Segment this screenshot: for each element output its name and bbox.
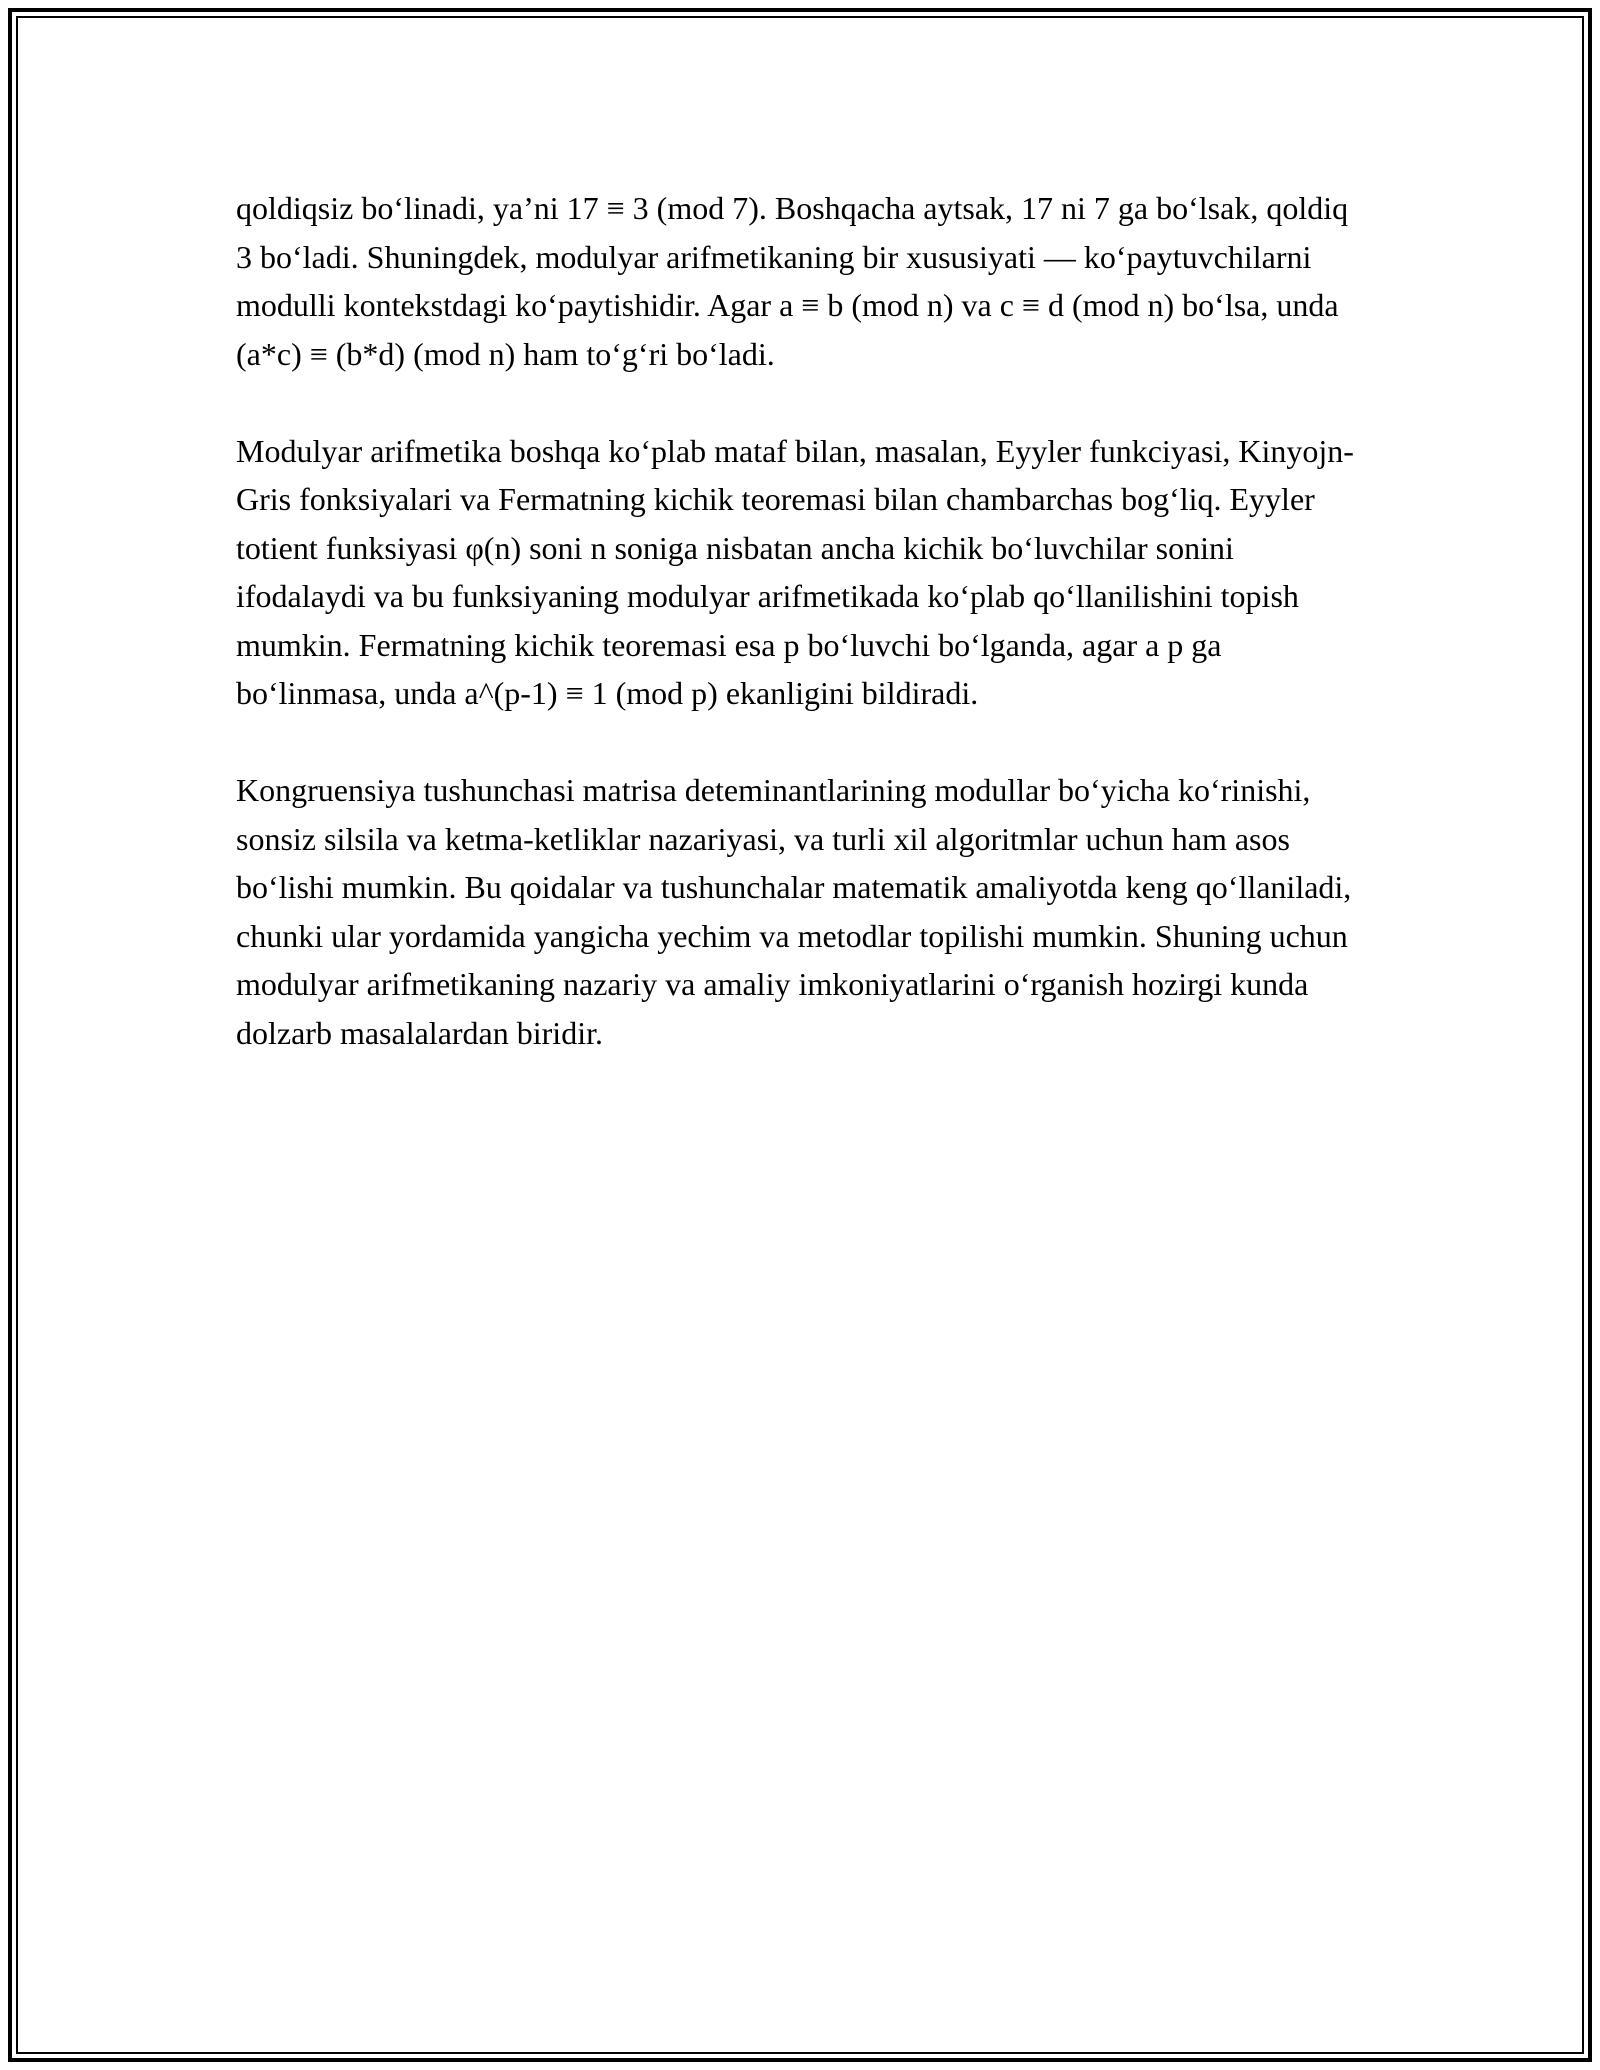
paragraph-3: Kongruensiya tushunchasi matrisa deteminantlarining modullar bo‘yicha ko‘rinishi, sonsiz silsila va ketma-ketliklar nazariyasi, va turli xil algoritmlar uchun ham asos bo‘lishi mumkin. Bu qoidalar va tushunchalar matematik amaliyotda keng qo‘llaniladi, chunki ular yordamida yangicha yechim va metodlar topilishi mumkin. Shuning uchun modulyar arifmetikaning nazariy va amaliy imkoniyatlarini o‘rganish hozirgi kunda dolzarb masalalardan biridir. — [236, 772, 1352, 1051]
document-body — [236, 184, 1366, 1106]
paragraph-2: Modulyar arifmetika boshqa ko‘plab mataf bilan, masalan, Eyyler funkciyasi, Kinyojn-Gris fonksiyalari va Fermatning kichik teoremasi bilan chambarchas bog‘liq. Eyyler totient funksiyasi φ(n) soni n soniga nisbatan ancha kichik bo‘luvchilar sonini ifodalaydi va bu funksiyaning modulyar arifmetikada ko‘plab qo‘llanilishini topish mumkin. Fermatning kichik teoremasi esa p bo‘luvchi bo‘lganda, agar a p ga bo‘linmasa, unda a^(p-1) ≡ 1 (mod p) ekanligini bildiradi. — [236, 432, 1354, 711]
paragraph-1: qoldiqsiz bo‘linadi, ya’ni 17 ≡ 3 (mod 7). Boshqacha aytsak, 17 ni 7 ga bo‘lsak, qoldiq 3 bo‘ladi. Shuningdek, modulyar arifmetikaning bir xususiyati — ko‘paytuvchilarni modulli kontekstdagi ko‘paytishidir. Agar a ≡ b (mod n) va c ≡ d (mod n) bo‘lsa, unda (a*c) ≡ (b*d) (mod n) ham to‘g‘ri bo‘ladi. — [236, 190, 1349, 372]
